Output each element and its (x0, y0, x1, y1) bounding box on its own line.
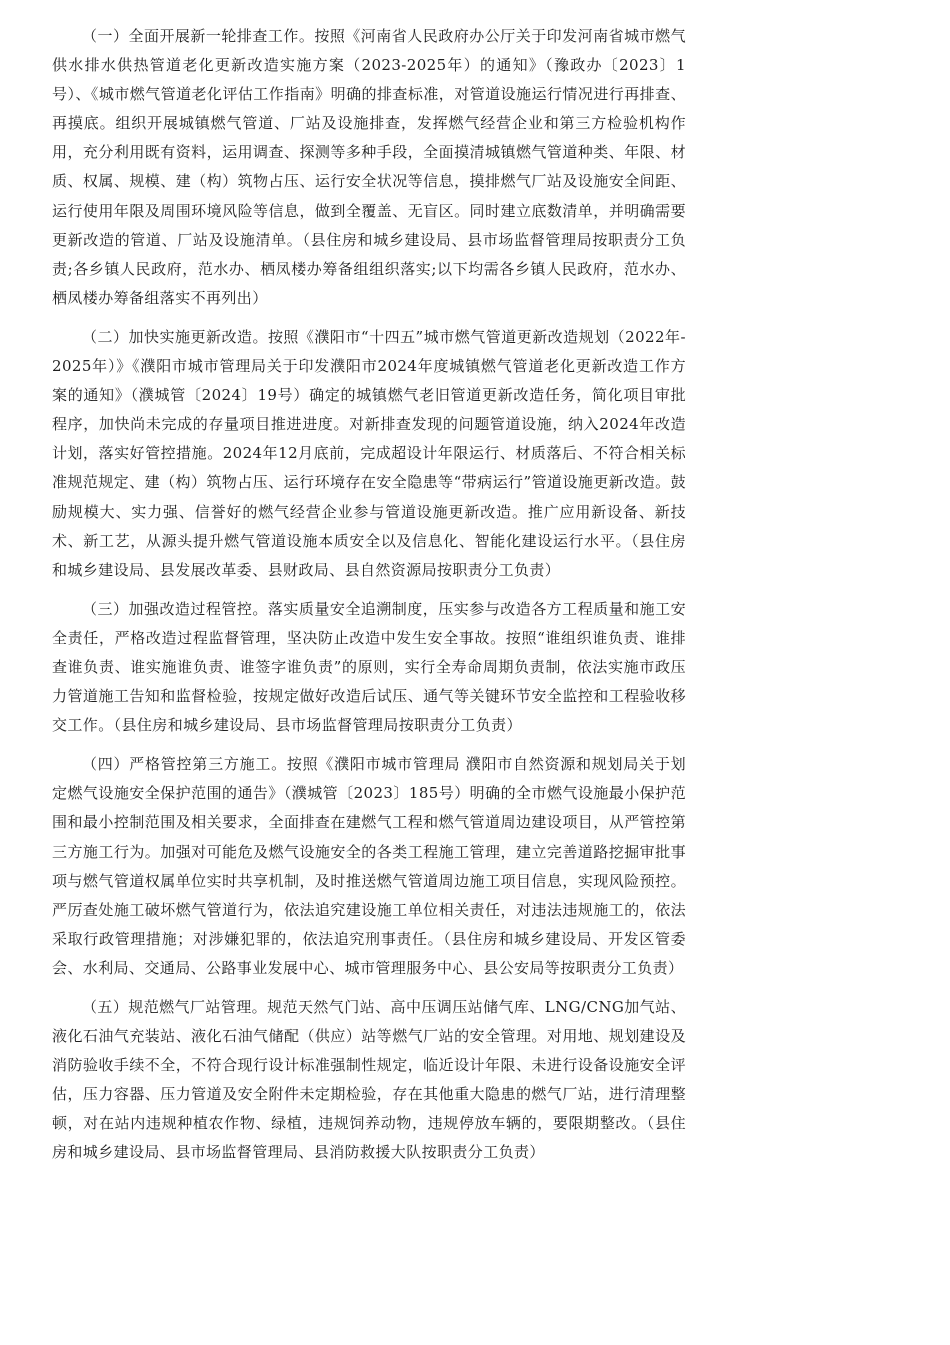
paragraph-2: （二）加快实施更新改造。按照《濮阳市“十四五”城市燃气管道更新改造规划（2022年-2025年）》《濮阳市城市管理局关于印发濮阳市2024年度城镇燃气管道老化更新改造工作方案的通知》（濮城管〔2024〕19号）确定的城镇燃气老旧管道更新改造任务，简化项目审批程序，加快尚未完成的存量项目推进进度。对新排查发现的问题管道设施，纳入2024年改造计划，落实好管控措施。2024年12月底前，完成超设计年限运行、材质落后、不符合相关标准规范规定、建（构）筑物占压、运行环境存在安全隐患等“带病运行”管道设施更新改造。鼓励规模大、实力强、信誉好的燃气经营企业参与管道设施更新改造。推广应用新设备、新技术、新工艺，从源头提升燃气管道设施本质安全以及信息化、智能化建设运行水平。（县住房和城乡建设局、县发展改革委、县财政局、县自然资源局按职责分工负责） (52, 327, 686, 579)
paragraph-3: （三）加强改造过程管控。落实质量安全追溯制度，压实参与改造各方工程质量和施工安全责任，严格改造过程监督管理，坚决防止改造中发生安全事故。按照“谁组织谁负责、谁排查谁负责、谁实施谁负责、谁签字谁负责”的原则，实行全寿命周期负责制，依法实施市政压力管道施工告知和监督检验，按规定做好改造后试压、通气等关键环节安全监控和工程验收移交工作。（县住房和城乡建设局、县市场监督管理局按职责分工负责） (52, 599, 686, 735)
paragraph-1: （一）全面开展新一轮排查工作。按照《河南省人民政府办公厅关于印发河南省城市燃气供水排水供热管道老化更新改造实施方案（2023-2025年）的通知》（豫政办〔2023〕1号）、《城市燃气管道老化评估工作指南》明确的排查标准，对管道设施运行情况进行再排查、再摸底。组织开展城镇燃气管道、厂站及设施排查，发挥燃气经营企业和第三方检验机构作用，充分利用既有资料，运用调查、探测等多种手段，全面摸清城镇燃气管道种类、年限、材质、权属、规模、建（构）筑物占压、运行安全状况等信息，摸排燃气厂站及设施安全间距、运行使用年限及周围环境风险等信息，做到全覆盖、无盲区。同时建立底数清单，并明确需要更新改造的管道、厂站及设施清单。（县住房和城乡建设局、县市场监督管理局按职责分工负责;各乡镇人民政府，范水办、栖凤楼办筹备组组织落实;以下均需各乡镇人民政府，范水办、栖凤楼办筹备组落实不再列出） (52, 27, 686, 307)
paragraph-4: （四）严格管控第三方施工。按照《濮阳市城市管理局 濮阳市自然资源和规划局关于划定燃气设施安全保护范围的通告》（濮城管〔2023〕185号）明确的全市燃气设施最小保护范围和最小控制范围及相关要求，全面排查在建燃气工程和燃气管道周边建设项目，从严管控第三方施工行为。加强对可能危及燃气设施安全的各类工程施工管理，建立完善道路挖掘审批事项与燃气管道权属单位实时共享机制，及时推送燃气管道周边施工项目信息，实现风险预控。严厉查处施工破坏燃气管道行为，依法追究建设施工单位相关责任，对违法违规施工的，依法采取行政管理措施；对涉嫌犯罪的，依法追究刑事责任。（县住房和城乡建设局、开发区管委会、水利局、交通局、公路事业发展中心、城市管理服务中心、县公安局等按职责分工负责） (52, 755, 686, 977)
document-body (52, 22, 686, 1168)
document-page (52, 22, 686, 1178)
paragraph-5: （五）规范燃气厂站管理。规范天然气门站、高中压调压站储气库、LNG/CNG加气站、液化石油气充装站、液化石油气储配（供应）站等燃气厂站的安全管理。对用地、规划建设及消防验收手续不全，不符合现行设计标准强制性规定，临近设计年限、未进行设备设施安全评估，压力容器、压力管道及安全附件未定期检验，存在其他重大隐患的燃气厂站，进行清理整顿，对在站内违规种植农作物、绿植，违规饲养动物，违规停放车辆的，要限期整改。（县住房和城乡建设局、县市场监督管理局、县消防救援大队按职责分工负责） (52, 998, 686, 1162)
